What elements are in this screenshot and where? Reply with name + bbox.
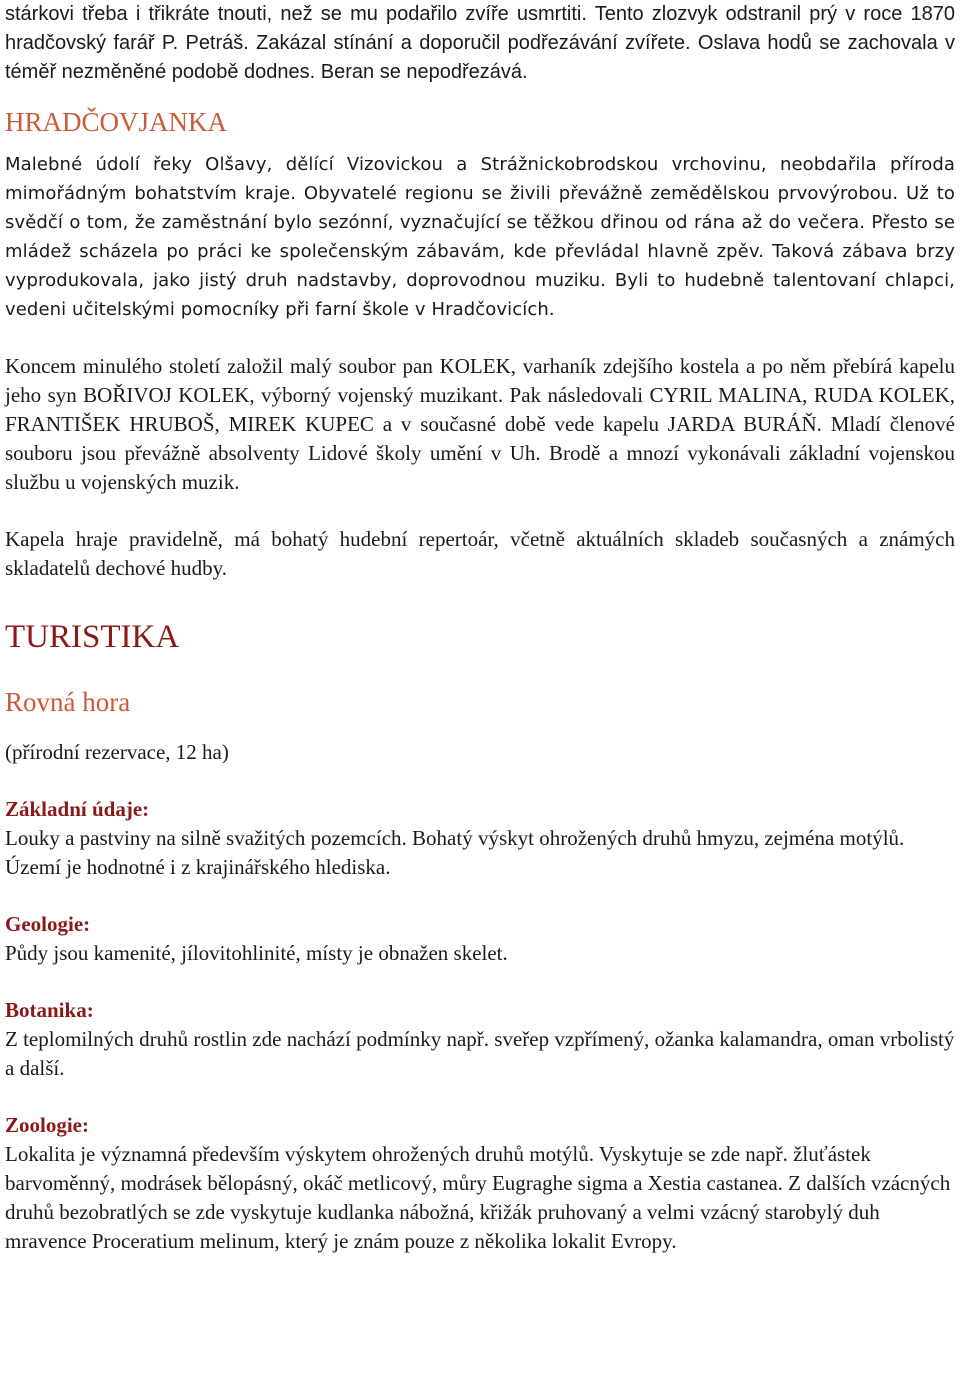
rovna-hora-heading: Rovná hora [5,687,131,717]
section-botanika [5,996,955,1083]
section-label: Geologie: [5,912,91,936]
hradcovjanka-paragraph-3: Kapela hraje pravidelně, má bohatý hudební repertoár, včetně aktuálních skladeb současných a známých skladatelů dechové hudby. [5,527,955,580]
section-text: Lokalita je významná především výskytem ohrožených druhů motýlů. Vyskytuje se zde např. žluťástek barvoměnný, modrásek bělopásný, okáč metlicový, můry Eugraghe sigma a Xestia castanea. Z dalších vzácných druhů bezobratlých se zde vyskytuje kudlanka nábožná, křižák pruhovaný a velmi vzácný starobylý duh mravence Proceratium melinum, který je znám pouze z několika lokalit Evropy. [5,1142,951,1253]
turistika-heading: TURISTIKA [5,619,180,655]
section-label: Základní údaje: [5,797,150,821]
section-zakladni-udaje [5,795,955,882]
hradcovjanka-paragraph-2: Koncem minulého století založil malý soubor pan KOLEK, varhaník zdejšího kostela a po něm přebírá kapelu jeho syn BOŘIVOJ KOLEK, výborný vojenský muzikant. Pak následovali CYRIL MALINA, RUDA KOLEK, FRANTIŠEK HRUBOŠ, MIREK KUPEC a v současné době vede kapelu JARDA BURÁŇ. Mladí členové souboru jsou převážně absolventy Lidové školy umění v Uh. Brodě a mnozí vykonávali základní vojenskou službu u vojenských muzik. [5,354,955,494]
hradcovjanka-heading: HRADČOVJANKA [5,107,228,137]
section-label: Zoologie: [5,1113,89,1137]
section-label: Botanika: [5,998,94,1022]
section-text: Louky a pastviny na silně svažitých pozemcích. Bohatý výskyt ohrožených druhů hmyzu, zejména motýlů. Území je hodnotné i z krajinářského hlediska. [5,826,905,879]
section-text: Půdy jsou kamenité, jílovitohlinité, místy je obnažen skelet. [5,941,508,965]
document-page [5,0,955,1256]
reserve-note: (přírodní rezervace, 12 ha) [5,740,229,764]
intro-paragraph: stárkovi třeba i třikráte tnouti, než se mu podařilo zvíře usmrtiti. Tento zlozvyk odstranil prý v roce 1870 hradčovský farář P. Petráš. Zakázal stínání a doporučil podřezávání zvířete. Oslava hodů se zachovala v téměř nezměněné podobě dodnes. Beran se nepodřezává. [5,3,955,83]
section-geologie [5,910,955,968]
section-zoologie [5,1111,955,1256]
section-text: Z teplomilných druhů rostlin zde nachází podmínky např. sveřep vzpřímený, ožanka kalamandra, oman vrbolistý a další. [5,1027,955,1080]
hradcovjanka-paragraph-1: Malebné údolí řeky Olšavy, dělící Vizovickou a Strážnickobrodskou vrchovinu, neobdařila příroda mimořádným bohatstvím kraje. Obyvatelé regionu se živili převážně zemědělskou prvovýrobou. Už to svědčí o tom, že zaměstnání bylo sezónní, vyznačující se těžkou dřinou od rána až do večera. Přesto se mládež scházela po práci ke společenským zábavám, kde převládal hlavně zpěv. Taková zábava brzy vyprodukovala, jako jistý druh nadstavby, doprovodnou muziku. Byli to hudebně talentovaní chlapci, vedeni učitelskými pomocníky při farní škole v Hradčovicích. [5,154,955,320]
